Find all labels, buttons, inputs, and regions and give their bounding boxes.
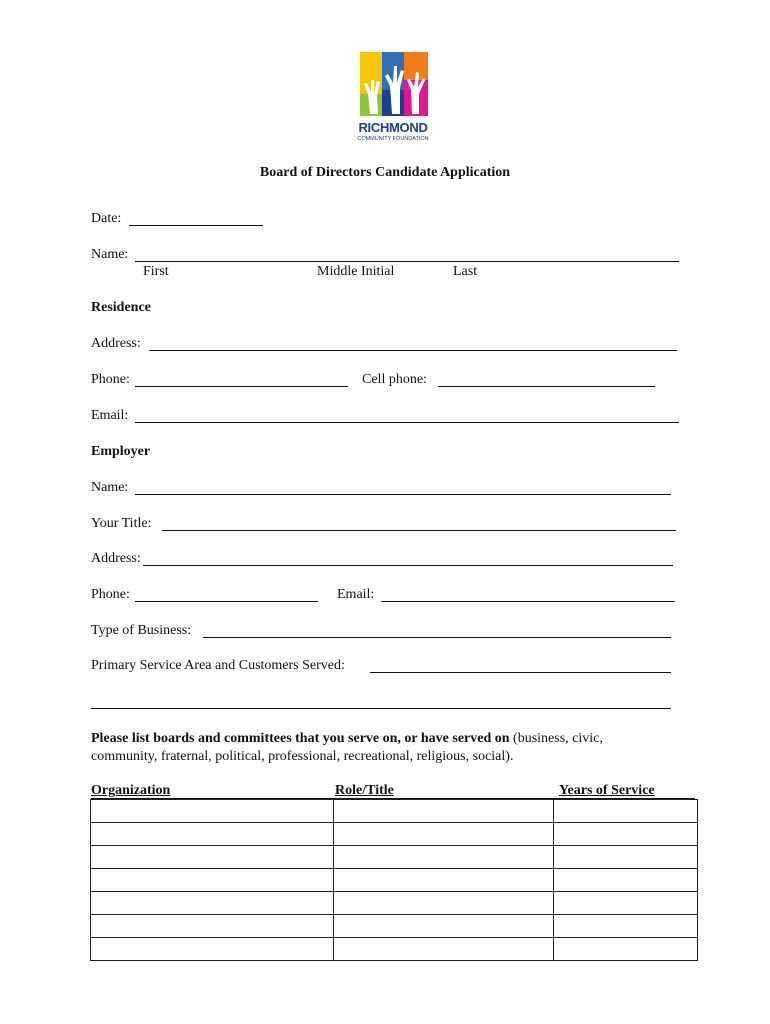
residence-email-field[interactable] xyxy=(135,422,679,423)
years-of-service-cell[interactable] xyxy=(554,915,698,938)
residence-address-label: Address: xyxy=(91,336,141,351)
primary-service-field-continued[interactable] xyxy=(91,708,671,709)
boards-instructions xyxy=(91,730,661,766)
table-row xyxy=(91,915,698,938)
name-middle-caption: Middle Initial xyxy=(317,264,395,279)
employer-address-field[interactable] xyxy=(143,565,673,566)
years-of-service-cell[interactable] xyxy=(554,892,698,915)
organization-cell[interactable] xyxy=(91,823,334,846)
name-first-caption: First xyxy=(143,264,169,279)
residence-heading: Residence xyxy=(91,300,151,315)
role-title-cell[interactable] xyxy=(333,938,554,961)
residence-cell-label: Cell phone: xyxy=(362,372,427,387)
table-row xyxy=(91,846,698,869)
employer-phone-field[interactable] xyxy=(135,601,318,602)
table-row xyxy=(91,823,698,846)
residence-address-field[interactable] xyxy=(149,350,677,351)
employer-name-field[interactable] xyxy=(135,494,671,495)
name-last-caption: Last xyxy=(453,264,478,279)
boards-instructions-bold: Please list boards and committees that you serve on, or have served on xyxy=(91,731,510,746)
primary-service-label: Primary Service Area and Customers Served: xyxy=(91,658,345,673)
employer-title-label: Your Title: xyxy=(91,516,152,531)
residence-phone-label: Phone: xyxy=(91,372,130,387)
employer-name-label: Name: xyxy=(91,480,129,495)
table-row xyxy=(91,800,698,823)
residence-email-label: Email: xyxy=(91,408,129,423)
column-years-of-service: Years of Service xyxy=(559,783,655,798)
organization-cell[interactable] xyxy=(91,869,334,892)
table-row xyxy=(91,938,698,961)
date-field[interactable] xyxy=(129,225,263,226)
employer-heading: Employer xyxy=(91,444,151,459)
years-of-service-cell[interactable] xyxy=(554,846,698,869)
boards-instructions-rest: (business, civic, community, fraternal, political, professional, recreational, religious, social). xyxy=(91,731,603,764)
column-organization: Organization xyxy=(91,783,171,798)
logo-org-name: RICHMOND xyxy=(358,120,428,135)
role-title-cell[interactable] xyxy=(333,846,554,869)
boards-table xyxy=(90,799,698,961)
name-label: Name: xyxy=(91,247,129,262)
table-row xyxy=(91,869,698,892)
residence-phone-field[interactable] xyxy=(135,386,348,387)
years-of-service-cell[interactable] xyxy=(554,938,698,961)
years-of-service-cell[interactable] xyxy=(554,800,698,823)
logo-org-subtitle: COMMUNITY FOUNDATION xyxy=(357,136,429,142)
business-type-label: Type of Business: xyxy=(91,623,192,638)
role-title-cell[interactable] xyxy=(333,915,554,938)
table-row xyxy=(91,892,698,915)
role-title-cell[interactable] xyxy=(333,869,554,892)
employer-phone-label: Phone: xyxy=(91,587,130,602)
employer-address-label: Address: xyxy=(91,551,141,566)
column-role-title: Role/Title xyxy=(335,783,394,798)
organization-cell[interactable] xyxy=(91,846,334,869)
employer-email-field[interactable] xyxy=(381,601,675,602)
date-label: Date: xyxy=(91,211,122,226)
organization-cell[interactable] xyxy=(91,892,334,915)
employer-email-label: Email: xyxy=(337,587,375,602)
role-title-cell[interactable] xyxy=(333,823,554,846)
business-type-field[interactable] xyxy=(203,637,671,638)
form-title: Board of Directors Candidate Application xyxy=(259,165,511,180)
richmond-community-foundation-logo xyxy=(352,50,434,148)
organization-cell[interactable] xyxy=(91,800,334,823)
primary-service-field[interactable] xyxy=(370,672,671,673)
organization-cell[interactable] xyxy=(91,915,334,938)
years-of-service-cell[interactable] xyxy=(554,823,698,846)
role-title-cell[interactable] xyxy=(333,800,554,823)
employer-title-field[interactable] xyxy=(162,530,676,531)
name-field[interactable] xyxy=(135,261,679,262)
organization-cell[interactable] xyxy=(91,938,334,961)
role-title-cell[interactable] xyxy=(333,892,554,915)
residence-cell-field[interactable] xyxy=(438,386,655,387)
years-of-service-cell[interactable] xyxy=(554,869,698,892)
